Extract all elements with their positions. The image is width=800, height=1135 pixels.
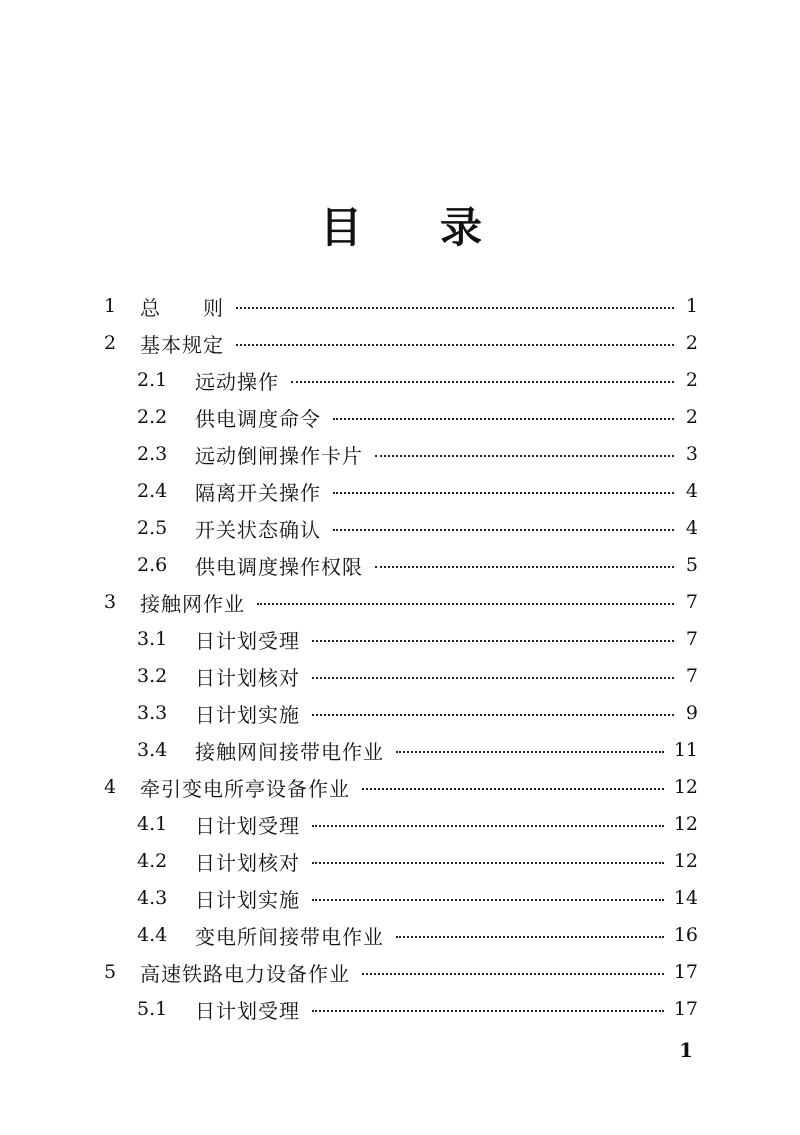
toc-entry-number: 3.3 xyxy=(137,702,168,724)
toc-dot-leader xyxy=(236,307,674,309)
toc-entry-page: 2 xyxy=(685,406,698,428)
toc-entry[interactable] xyxy=(137,473,698,509)
toc-entry-page: 12 xyxy=(673,850,698,872)
toc-dot-leader xyxy=(236,344,674,346)
toc-entry-page: 17 xyxy=(673,961,698,983)
toc-entry-page: 17 xyxy=(673,998,698,1020)
toc-entry-page: 7 xyxy=(685,591,698,613)
toc-dot-leader xyxy=(333,492,674,494)
toc-entry[interactable] xyxy=(137,547,698,583)
toc-entry-label: 远动倒闸操作卡片 xyxy=(195,443,363,468)
toc-entry-label: 日计划实施 xyxy=(195,887,300,912)
toc-entry[interactable] xyxy=(137,917,698,953)
toc-entry-number: 2.6 xyxy=(137,554,168,576)
toc-entry-page: 16 xyxy=(673,924,698,946)
page-title-char: 目 xyxy=(320,203,363,252)
toc-entry-label: 供电调度操作权限 xyxy=(195,554,363,579)
toc-entry-page: 7 xyxy=(685,628,698,650)
toc-dot-leader xyxy=(291,381,674,383)
toc-entry[interactable] xyxy=(104,769,698,805)
toc-entry-number: 2.1 xyxy=(137,369,168,391)
toc-dot-leader xyxy=(362,788,664,790)
toc-dot-leader xyxy=(396,936,664,938)
toc-entry[interactable] xyxy=(137,399,698,435)
toc-entry[interactable] xyxy=(137,843,698,879)
toc-entry-page: 4 xyxy=(685,480,698,502)
toc-entry-page: 3 xyxy=(685,443,698,465)
toc-entry-label: 远动操作 xyxy=(195,369,279,394)
toc-entry-page: 12 xyxy=(673,813,698,835)
toc-entry-label: 基本规定 xyxy=(140,332,224,357)
toc-entry-label: 接触网作业 xyxy=(140,591,245,616)
toc-entry-number: 3.1 xyxy=(137,628,168,650)
toc-entry[interactable] xyxy=(104,584,698,620)
toc-entry-label: 牵引变电所亭设备作业 xyxy=(140,776,350,801)
toc-entry-number: 2.5 xyxy=(137,517,168,539)
toc-entry-number: 2.3 xyxy=(137,443,168,465)
toc-entry-number: 4.2 xyxy=(137,850,168,872)
toc-entry[interactable] xyxy=(104,288,698,324)
toc-entry-number: 3.4 xyxy=(137,739,168,761)
toc-entry-number: 4.3 xyxy=(137,887,168,909)
toc-entry-page: 4 xyxy=(685,517,698,539)
toc-dot-leader xyxy=(312,862,664,864)
toc-entry-number: 2.2 xyxy=(137,406,168,428)
toc-entry-label: 日计划受理 xyxy=(195,813,300,838)
toc-entry-label: 日计划受理 xyxy=(195,998,300,1023)
toc-entry-page: 5 xyxy=(685,554,698,576)
toc-entry-number: 1 xyxy=(104,295,117,317)
page-number: 1 xyxy=(679,1038,693,1062)
toc-entry-label: 隔离开关操作 xyxy=(195,480,321,505)
toc-entry-label: 变电所间接带电作业 xyxy=(195,924,384,949)
toc-dot-leader xyxy=(312,714,674,716)
toc-entry[interactable] xyxy=(137,510,698,546)
toc-dot-leader xyxy=(396,751,664,753)
toc-entry[interactable] xyxy=(137,880,698,916)
toc-entry-number: 3 xyxy=(104,591,117,613)
page-title-char: 录 xyxy=(440,203,483,252)
toc-entry-label: 日计划核对 xyxy=(195,850,300,875)
toc-dot-leader xyxy=(333,529,674,531)
toc-dot-leader xyxy=(312,825,664,827)
toc-entry-label: 开关状态确认 xyxy=(195,517,321,542)
toc-entry[interactable] xyxy=(137,806,698,842)
toc-entry[interactable] xyxy=(137,695,698,731)
toc-entry-label: 接触网间接带电作业 xyxy=(195,739,384,764)
toc-dot-leader xyxy=(333,418,674,420)
toc-entry[interactable] xyxy=(137,621,698,657)
toc-entry-label: 日计划核对 xyxy=(195,665,300,690)
toc-entry-number: 5 xyxy=(104,961,117,983)
toc-entry-page: 12 xyxy=(673,776,698,798)
toc-entry-page: 9 xyxy=(685,702,698,724)
toc-entry-number: 4.4 xyxy=(137,924,168,946)
toc-entry-page: 2 xyxy=(685,332,698,354)
toc-dot-leader xyxy=(312,677,674,679)
toc-dot-leader xyxy=(375,566,674,568)
toc-dot-leader xyxy=(362,973,664,975)
toc-entry-page: 7 xyxy=(685,665,698,687)
toc-entry[interactable] xyxy=(137,991,698,1027)
toc-entry-label: 供电调度命令 xyxy=(195,406,321,431)
toc-entry-number: 5.1 xyxy=(137,998,168,1020)
toc-entry[interactable] xyxy=(104,954,698,990)
toc-entry[interactable] xyxy=(137,436,698,472)
toc-entry-number: 2 xyxy=(104,332,117,354)
toc-entry-label: 高速铁路电力设备作业 xyxy=(140,961,350,986)
toc-entry-label: 总 则 xyxy=(140,295,224,320)
toc-entry-label: 日计划受理 xyxy=(195,628,300,653)
toc-entry[interactable] xyxy=(137,732,698,768)
page-title xyxy=(0,200,800,256)
toc-entry-number: 4 xyxy=(104,776,117,798)
toc-dot-leader xyxy=(312,899,664,901)
toc-dot-leader xyxy=(375,455,674,457)
toc-entry-number: 2.4 xyxy=(137,480,168,502)
toc-entry-number: 4.1 xyxy=(137,813,168,835)
toc-dot-leader xyxy=(312,1010,664,1012)
toc-entry-page: 2 xyxy=(685,369,698,391)
toc-entry[interactable] xyxy=(137,658,698,694)
toc-dot-leader xyxy=(312,640,674,642)
toc-entry[interactable] xyxy=(137,362,698,398)
toc-dot-leader xyxy=(257,603,674,605)
toc-entry[interactable] xyxy=(104,325,698,361)
toc-entry-page: 1 xyxy=(685,295,698,317)
toc-entry-page: 14 xyxy=(673,887,698,909)
toc-entry-number: 3.2 xyxy=(137,665,168,687)
toc-entry-label: 日计划实施 xyxy=(195,702,300,727)
toc-entry-page: 11 xyxy=(673,739,698,761)
